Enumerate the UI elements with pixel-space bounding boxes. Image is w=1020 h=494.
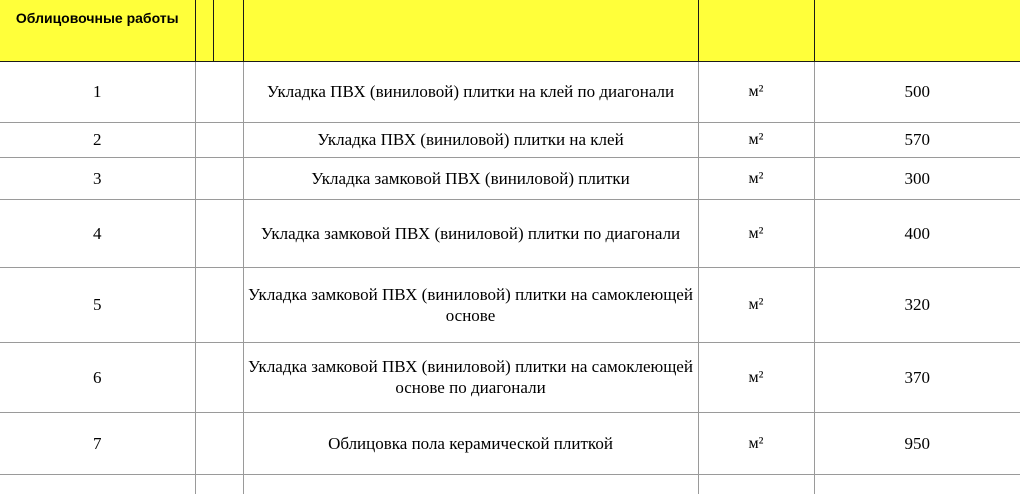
table-row (0, 157, 1020, 199)
row-blank-cell (195, 157, 243, 199)
row-blank-cell (195, 122, 243, 157)
row-blank-cell (195, 61, 243, 122)
header-row (0, 0, 1020, 61)
row-number: 3 (0, 157, 195, 199)
row-price: 370 (814, 342, 1020, 412)
row-price: 320 (814, 267, 1020, 342)
row-blank-cell (698, 474, 814, 494)
row-name: Укладка ПВХ (виниловой) плитки на клей (243, 122, 698, 157)
row-unit: м² (698, 412, 814, 474)
section-title: Облицовочные работы (0, 0, 195, 61)
table-row (0, 267, 1020, 342)
row-blank-cell (243, 474, 698, 494)
row-blank-cell (195, 474, 243, 494)
row-unit: м² (698, 199, 814, 267)
row-blank-cell (195, 412, 243, 474)
row-number: 4 (0, 199, 195, 267)
row-blank-cell (0, 474, 195, 494)
table-row (0, 61, 1020, 122)
row-name: Укладка замковой ПВХ (виниловой) плитки (243, 157, 698, 199)
header-cell-name (243, 0, 698, 61)
row-number: 7 (0, 412, 195, 474)
row-name: Укладка замковой ПВХ (виниловой) плитки по диагонали (243, 199, 698, 267)
row-name: Укладка замковой ПВХ (виниловой) плитки на самоклеющей основе (243, 267, 698, 342)
row-price: 500 (814, 61, 1020, 122)
row-number: 6 (0, 342, 195, 412)
row-price: 400 (814, 199, 1020, 267)
row-blank-cell (195, 199, 243, 267)
row-unit: м² (698, 342, 814, 412)
table-row (0, 412, 1020, 474)
header-cell-unit (698, 0, 814, 61)
row-blank-cell (195, 267, 243, 342)
row-number: 2 (0, 122, 195, 157)
row-price: 570 (814, 122, 1020, 157)
row-number: 5 (0, 267, 195, 342)
header-cell-spacer-1 (195, 0, 213, 61)
row-unit: м² (698, 61, 814, 122)
row-price: 950 (814, 412, 1020, 474)
row-name: Укладка ПВХ (виниловой) плитки на клей по диагонали (243, 61, 698, 122)
row-name: Облицовка пола керамической плиткой (243, 412, 698, 474)
row-blank-cell (814, 474, 1020, 494)
table-row (0, 342, 1020, 412)
table-row (0, 199, 1020, 267)
table-row (0, 122, 1020, 157)
row-unit: м² (698, 122, 814, 157)
row-number: 1 (0, 61, 195, 122)
row-unit: м² (698, 267, 814, 342)
row-blank-cell (195, 342, 243, 412)
header-cell-price (814, 0, 1020, 61)
row-name: Укладка замковой ПВХ (виниловой) плитки на самоклеющей основе по диагонали (243, 342, 698, 412)
table-row-partial (0, 474, 1020, 494)
row-unit: м² (698, 157, 814, 199)
row-price: 300 (814, 157, 1020, 199)
header-cell-spacer-2 (213, 0, 243, 61)
